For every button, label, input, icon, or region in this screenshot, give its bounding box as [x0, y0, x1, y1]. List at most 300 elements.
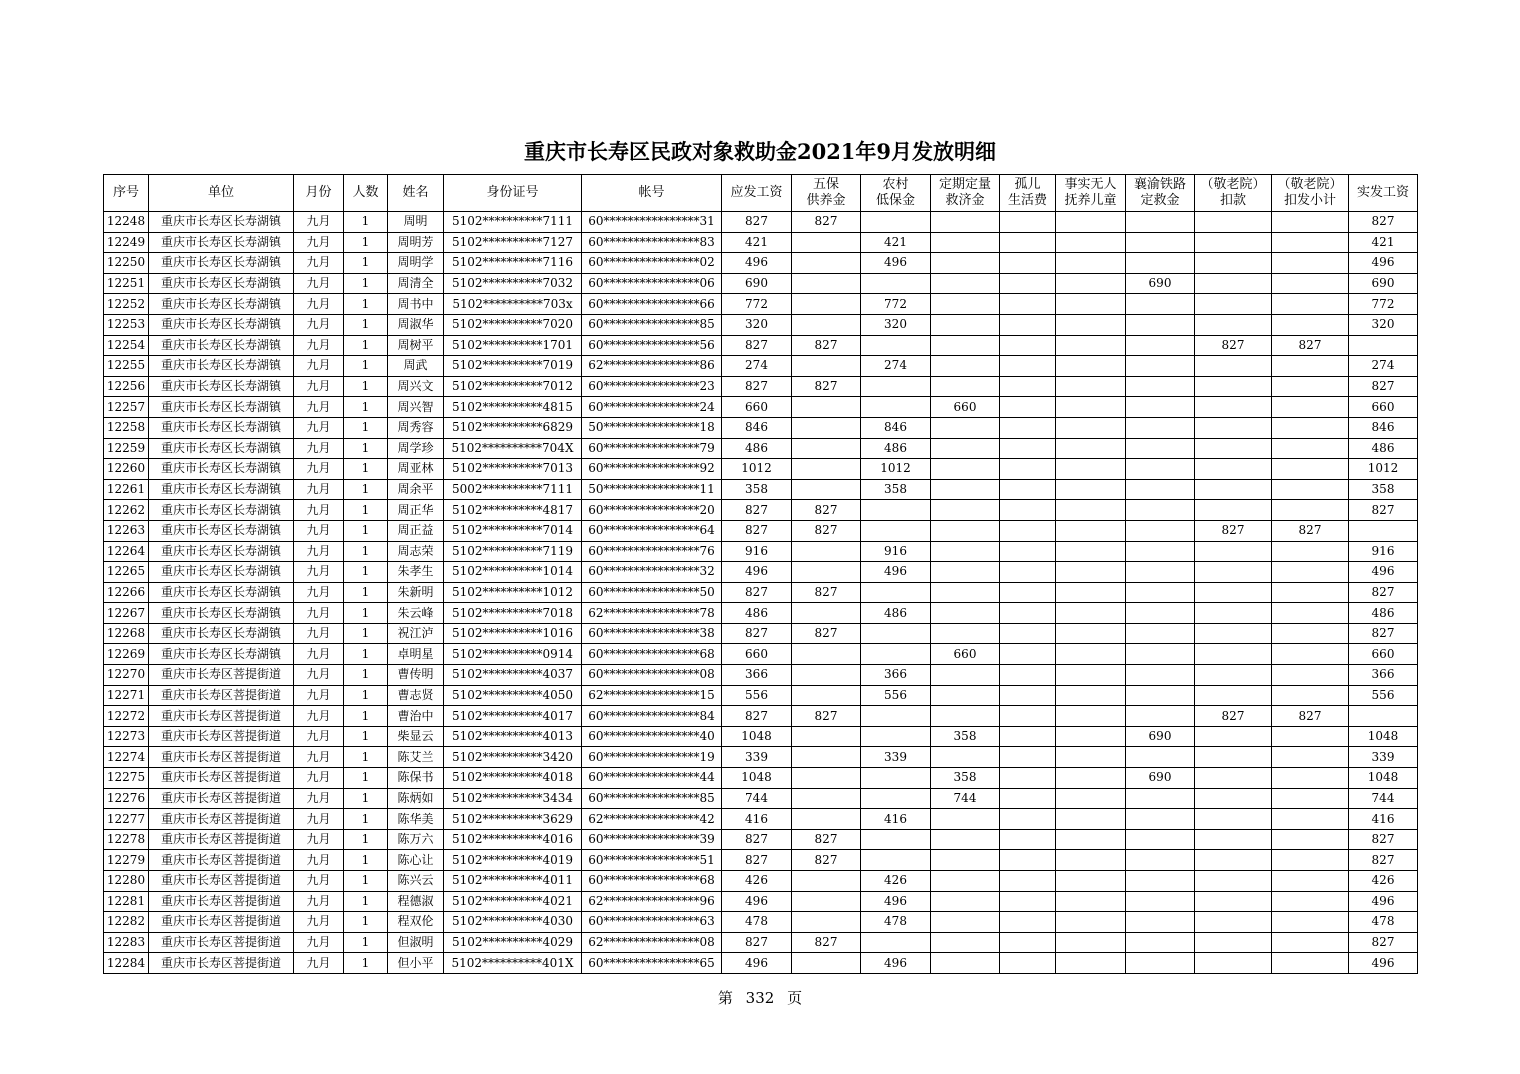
table-cell: 5102**********4029	[444, 932, 582, 953]
table-cell	[931, 417, 1000, 438]
table-row	[104, 314, 1418, 335]
table-cell: 周兴智	[388, 397, 444, 418]
table-cell	[1000, 541, 1056, 562]
table-cell	[931, 809, 1000, 830]
table-cell: 九月	[294, 397, 344, 418]
table-cell	[861, 788, 931, 809]
table-cell	[1272, 850, 1349, 871]
table-cell	[931, 603, 1000, 624]
table-cell	[1056, 335, 1126, 356]
table-cell: 九月	[294, 623, 344, 644]
table-cell	[1349, 335, 1418, 356]
table-cell	[1126, 438, 1195, 459]
table-cell: 827	[722, 623, 792, 644]
table-cell: 62****************08	[582, 932, 722, 953]
column-header: 人数	[344, 175, 388, 212]
table-cell	[931, 314, 1000, 335]
table-cell: 九月	[294, 500, 344, 521]
table-cell	[1272, 829, 1349, 850]
table-cell	[792, 459, 861, 480]
table-cell: 1048	[722, 726, 792, 747]
table-cell: 60****************51	[582, 850, 722, 871]
table-cell: 416	[861, 809, 931, 830]
table-cell: 827	[1349, 212, 1418, 233]
table-cell: 772	[861, 294, 931, 315]
table-cell	[1056, 273, 1126, 294]
table-cell	[1056, 356, 1126, 377]
table-cell	[931, 932, 1000, 953]
table-cell: 416	[722, 809, 792, 830]
table-cell: 周兴文	[388, 376, 444, 397]
table-row	[104, 665, 1418, 686]
table-row	[104, 871, 1418, 892]
table-cell	[1272, 788, 1349, 809]
table-cell: 12281	[104, 891, 149, 912]
table-cell	[1272, 417, 1349, 438]
column-header: 实发工资	[1349, 175, 1418, 212]
table-cell: 重庆市长寿区长寿湖镇	[149, 603, 294, 624]
table-row	[104, 685, 1418, 706]
table-cell: 12259	[104, 438, 149, 459]
table-cell	[861, 397, 931, 418]
table-cell: 九月	[294, 788, 344, 809]
table-cell	[1272, 562, 1349, 583]
table-cell: 5102**********7119	[444, 541, 582, 562]
table-cell	[792, 747, 861, 768]
table-cell: 827	[792, 582, 861, 603]
table-cell: 556	[1349, 685, 1418, 706]
page-number: 332	[745, 989, 775, 1007]
table-cell: 827	[1349, 829, 1418, 850]
table-cell: 5102**********7111	[444, 212, 582, 233]
table-cell: 827	[1272, 706, 1349, 727]
table-cell: 九月	[294, 417, 344, 438]
table-cell: 339	[861, 747, 931, 768]
table-cell	[1272, 500, 1349, 521]
table-cell: 5102**********1016	[444, 623, 582, 644]
table-cell: 12264	[104, 541, 149, 562]
table-cell: 九月	[294, 438, 344, 459]
table-cell	[1272, 891, 1349, 912]
table-cell: 12260	[104, 459, 149, 480]
table-cell: 12256	[104, 376, 149, 397]
table-cell: 5102**********7020	[444, 314, 582, 335]
table-cell: 重庆市长寿区长寿湖镇	[149, 376, 294, 397]
table-cell	[1056, 232, 1126, 253]
table-cell: 周书中	[388, 294, 444, 315]
table-cell	[1195, 273, 1272, 294]
table-cell: 12269	[104, 644, 149, 665]
table-row	[104, 747, 1418, 768]
table-cell: 827	[722, 706, 792, 727]
table-cell: 周明学	[388, 253, 444, 274]
table-cell	[1126, 747, 1195, 768]
table-cell: 1	[344, 273, 388, 294]
table-cell: 周余平	[388, 479, 444, 500]
table-cell: 12250	[104, 253, 149, 274]
table-cell: 366	[1349, 665, 1418, 686]
table-cell: 660	[722, 644, 792, 665]
table-cell	[1056, 314, 1126, 335]
table-cell: 1048	[722, 768, 792, 789]
table-cell: 九月	[294, 747, 344, 768]
table-cell: 重庆市长寿区长寿湖镇	[149, 232, 294, 253]
table-cell	[792, 356, 861, 377]
table-cell: 重庆市长寿区菩提街道	[149, 747, 294, 768]
table-cell	[1000, 459, 1056, 480]
table-cell: 陈华美	[388, 809, 444, 830]
table-cell: 5102**********4050	[444, 685, 582, 706]
table-row	[104, 809, 1418, 830]
table-cell: 5102**********3629	[444, 809, 582, 830]
table-cell: 周正益	[388, 520, 444, 541]
table-cell	[1126, 850, 1195, 871]
table-cell: 60****************56	[582, 335, 722, 356]
table-cell	[861, 273, 931, 294]
table-cell: 12265	[104, 562, 149, 583]
table-row	[104, 417, 1418, 438]
table-cell: 358	[931, 768, 1000, 789]
table-cell: 690	[1126, 726, 1195, 747]
table-cell: 486	[861, 438, 931, 459]
table-cell: 744	[931, 788, 1000, 809]
table-cell: 1	[344, 253, 388, 274]
table-cell: 772	[1349, 294, 1418, 315]
table-cell: 60****************76	[582, 541, 722, 562]
table-cell: 60****************50	[582, 582, 722, 603]
table-row	[104, 788, 1418, 809]
table-cell: 358	[1349, 479, 1418, 500]
table-cell: 5102**********4013	[444, 726, 582, 747]
table-cell	[931, 665, 1000, 686]
page-number-suffix: 页	[787, 989, 803, 1007]
table-cell: 1	[344, 953, 388, 974]
table-cell: 程德淑	[388, 891, 444, 912]
table-cell	[1272, 541, 1349, 562]
table-cell: 5102**********3434	[444, 788, 582, 809]
table-row	[104, 479, 1418, 500]
table-cell: 60****************83	[582, 232, 722, 253]
table-cell: 660	[931, 397, 1000, 418]
table-cell	[792, 273, 861, 294]
table-cell	[1272, 212, 1349, 233]
table-cell: 12261	[104, 479, 149, 500]
table-cell	[931, 562, 1000, 583]
table-cell: 60****************84	[582, 706, 722, 727]
table-cell: 九月	[294, 314, 344, 335]
table-cell	[1056, 417, 1126, 438]
table-cell: 重庆市长寿区长寿湖镇	[149, 582, 294, 603]
table-row	[104, 294, 1418, 315]
table-cell: 60****************39	[582, 829, 722, 850]
table-cell	[1000, 500, 1056, 521]
table-row	[104, 932, 1418, 953]
table-cell	[792, 397, 861, 418]
table-cell	[1195, 438, 1272, 459]
table-cell: 1	[344, 644, 388, 665]
table-cell: 60****************92	[582, 459, 722, 480]
table-cell	[1000, 788, 1056, 809]
table-cell	[1000, 850, 1056, 871]
table-cell	[792, 665, 861, 686]
table-cell: 重庆市长寿区长寿湖镇	[149, 438, 294, 459]
table-row	[104, 459, 1418, 480]
page-title: 重庆市长寿区民政对象救助金2021年9月发放明细	[523, 139, 997, 164]
table-cell	[1000, 685, 1056, 706]
column-header: 姓名	[388, 175, 444, 212]
table-cell: 690	[722, 273, 792, 294]
table-row	[104, 212, 1418, 233]
table-row	[104, 335, 1418, 356]
table-cell	[1272, 685, 1349, 706]
table-cell	[792, 541, 861, 562]
table-cell: 772	[722, 294, 792, 315]
table-cell	[931, 623, 1000, 644]
table-cell	[1272, 665, 1349, 686]
table-cell: 827	[722, 829, 792, 850]
table-cell: 九月	[294, 850, 344, 871]
table-cell	[1056, 953, 1126, 974]
table-cell: 556	[722, 685, 792, 706]
table-cell: 496	[1349, 562, 1418, 583]
table-cell	[861, 212, 931, 233]
table-cell: 1	[344, 768, 388, 789]
table-cell: 九月	[294, 273, 344, 294]
table-cell: 12274	[104, 747, 149, 768]
table-cell	[792, 294, 861, 315]
table-cell: 827	[792, 212, 861, 233]
table-cell: 421	[1349, 232, 1418, 253]
table-cell	[1272, 623, 1349, 644]
table-cell	[1056, 829, 1126, 850]
table-cell	[1272, 356, 1349, 377]
table-cell	[1056, 850, 1126, 871]
table-cell	[1195, 623, 1272, 644]
table-cell: 60****************44	[582, 768, 722, 789]
table-cell: 486	[722, 603, 792, 624]
table-cell	[1195, 479, 1272, 500]
table-cell	[861, 623, 931, 644]
table-cell: 846	[1349, 417, 1418, 438]
table-cell: 九月	[294, 685, 344, 706]
table-cell	[1126, 479, 1195, 500]
table-cell	[931, 212, 1000, 233]
table-cell: 660	[1349, 644, 1418, 665]
table-cell: 九月	[294, 294, 344, 315]
table-cell	[1195, 314, 1272, 335]
table-cell	[1056, 726, 1126, 747]
table-cell: 12254	[104, 335, 149, 356]
table-cell: 5102**********3420	[444, 747, 582, 768]
table-cell	[1056, 212, 1126, 233]
table-cell: 62****************86	[582, 356, 722, 377]
table-cell	[792, 417, 861, 438]
table-cell: 卓明星	[388, 644, 444, 665]
table-cell	[1195, 665, 1272, 686]
table-cell: 12270	[104, 665, 149, 686]
table-cell: 12284	[104, 953, 149, 974]
table-row	[104, 438, 1418, 459]
table-cell	[1000, 665, 1056, 686]
table-cell	[1195, 685, 1272, 706]
table-cell: 陈心让	[388, 850, 444, 871]
table-cell: 50****************18	[582, 417, 722, 438]
table-cell: 496	[722, 891, 792, 912]
table-cell: 478	[1349, 912, 1418, 933]
table-cell: 496	[722, 562, 792, 583]
table-cell	[861, 706, 931, 727]
table-cell	[1126, 871, 1195, 892]
table-cell	[1126, 212, 1195, 233]
table-cell: 1048	[1349, 768, 1418, 789]
table-cell: 827	[1349, 850, 1418, 871]
table-cell	[1195, 788, 1272, 809]
table-cell	[792, 912, 861, 933]
table-cell: 5102**********0914	[444, 644, 582, 665]
table-cell	[861, 644, 931, 665]
table-cell: 496	[861, 562, 931, 583]
table-cell: 1	[344, 788, 388, 809]
table-cell	[1195, 726, 1272, 747]
table-cell	[1056, 706, 1126, 727]
table-cell	[1126, 623, 1195, 644]
table-cell: 916	[1349, 541, 1418, 562]
table-cell	[1272, 603, 1349, 624]
table-cell: 朱孝生	[388, 562, 444, 583]
table-cell	[1195, 603, 1272, 624]
table-cell	[1272, 253, 1349, 274]
table-cell: 重庆市长寿区菩提街道	[149, 891, 294, 912]
table-cell: 496	[1349, 891, 1418, 912]
table-cell: 496	[722, 253, 792, 274]
table-cell: 九月	[294, 562, 344, 583]
table-cell	[1195, 376, 1272, 397]
table-cell: 九月	[294, 891, 344, 912]
table-cell: 5102**********1014	[444, 562, 582, 583]
table-cell	[861, 335, 931, 356]
table-cell	[1195, 768, 1272, 789]
table-row	[104, 829, 1418, 850]
table-cell: 1	[344, 417, 388, 438]
table-cell: 5002**********7111	[444, 479, 582, 500]
table-cell: 12249	[104, 232, 149, 253]
table-cell: 1	[344, 932, 388, 953]
table-cell	[1272, 809, 1349, 830]
table-cell	[1056, 665, 1126, 686]
table-cell: 1	[344, 314, 388, 335]
page-footer	[0, 987, 1520, 1008]
table-cell: 827	[722, 582, 792, 603]
table-cell: 496	[861, 953, 931, 974]
table-cell: 660	[931, 644, 1000, 665]
table-row	[104, 582, 1418, 603]
table-cell	[1056, 541, 1126, 562]
table-cell: 660	[1349, 397, 1418, 418]
table-cell: 744	[1349, 788, 1418, 809]
table-cell	[1056, 644, 1126, 665]
table-cell	[1195, 253, 1272, 274]
table-cell: 重庆市长寿区菩提街道	[149, 706, 294, 727]
table-cell: 827	[722, 376, 792, 397]
column-header: 单位	[149, 175, 294, 212]
table-cell: 827	[792, 335, 861, 356]
table-cell: 339	[722, 747, 792, 768]
table-row	[104, 603, 1418, 624]
table-cell	[1195, 562, 1272, 583]
table-cell	[792, 809, 861, 830]
table-cell: 12278	[104, 829, 149, 850]
table-cell	[1000, 582, 1056, 603]
table-cell: 重庆市长寿区长寿湖镇	[149, 520, 294, 541]
table-cell	[1056, 871, 1126, 892]
table-cell: 1	[344, 871, 388, 892]
table-cell	[1126, 685, 1195, 706]
table-cell: 1	[344, 459, 388, 480]
table-cell: 827	[792, 623, 861, 644]
table-cell: 320	[722, 314, 792, 335]
table-cell	[1056, 768, 1126, 789]
table-header-row	[104, 175, 1418, 212]
table-cell: 1	[344, 479, 388, 500]
column-header: 帐号	[582, 175, 722, 212]
table-cell: 690	[1349, 273, 1418, 294]
table-cell: 12283	[104, 932, 149, 953]
column-header: 五保 供养金	[792, 175, 861, 212]
table-cell: 九月	[294, 356, 344, 377]
table-cell: 827	[1272, 520, 1349, 541]
table-cell: 339	[1349, 747, 1418, 768]
table-cell	[1056, 603, 1126, 624]
table-cell: 重庆市长寿区长寿湖镇	[149, 417, 294, 438]
table-cell: 1	[344, 376, 388, 397]
table-cell	[1195, 397, 1272, 418]
table-cell	[792, 479, 861, 500]
table-cell: 重庆市长寿区长寿湖镇	[149, 541, 294, 562]
table-cell: 5102**********4019	[444, 850, 582, 871]
table-cell: 周武	[388, 356, 444, 377]
table-cell	[1126, 809, 1195, 830]
table-cell: 5102**********4018	[444, 768, 582, 789]
table-cell	[1272, 932, 1349, 953]
column-header: 定期定量 救济金	[931, 175, 1000, 212]
table-cell: 274	[861, 356, 931, 377]
table-cell: 九月	[294, 212, 344, 233]
column-header: 月份	[294, 175, 344, 212]
table-cell	[931, 273, 1000, 294]
table-cell	[792, 871, 861, 892]
table-cell	[1000, 809, 1056, 830]
table-cell	[1056, 582, 1126, 603]
table-cell: 827	[792, 376, 861, 397]
table-cell	[931, 500, 1000, 521]
table-cell	[1126, 397, 1195, 418]
table-cell	[1126, 520, 1195, 541]
table-cell: 12276	[104, 788, 149, 809]
table-cell	[931, 253, 1000, 274]
table-cell	[1056, 788, 1126, 809]
table-cell	[861, 376, 931, 397]
table-cell: 358	[861, 479, 931, 500]
table-cell	[1000, 232, 1056, 253]
table-cell: 12279	[104, 850, 149, 871]
table-cell	[1056, 500, 1126, 521]
table-cell	[1195, 932, 1272, 953]
table-cell: 5102**********7019	[444, 356, 582, 377]
table-cell: 496	[1349, 253, 1418, 274]
table-cell: 5102**********703x	[444, 294, 582, 315]
table-cell	[1272, 397, 1349, 418]
table-cell: 62****************42	[582, 809, 722, 830]
